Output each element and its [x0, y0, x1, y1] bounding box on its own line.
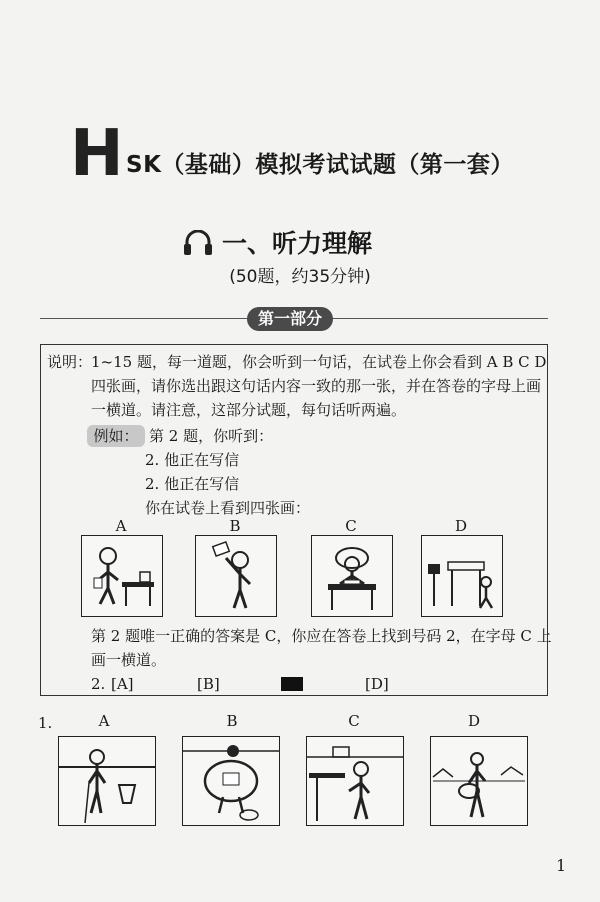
example-picture-c [311, 535, 393, 617]
example-letter-d: D [454, 517, 468, 535]
example-letter-c: C [345, 517, 357, 535]
section-title: 一、听力理解 [222, 229, 373, 258]
instructions-label: 说明： [47, 353, 93, 371]
answer-sheet-c-marked [281, 677, 303, 691]
question-picture-c [306, 736, 404, 826]
answer-sheet-d: [D] [365, 675, 389, 693]
example-tag: 例如： [87, 425, 145, 447]
instructions-line-1: 1~15 题，每一道题，你会听到一句话，在试卷上你会看到 A B C D [91, 353, 547, 371]
question-picture-b [182, 736, 280, 826]
title-initial: H [70, 117, 124, 191]
headphone-icon [182, 230, 214, 260]
example-see: 你在试卷上看到四张画： [145, 499, 311, 517]
title-text: SK（基础）模拟考试试题（第一套） [126, 152, 514, 178]
question-letter-c: C [348, 712, 360, 730]
question-letter-d: D [467, 712, 481, 730]
page-number: 1 [556, 856, 567, 875]
example-picture-a [81, 535, 163, 617]
page-title [70, 117, 540, 191]
example-picture-d [421, 535, 503, 617]
example-heard-2: 2. 他正在写信 [145, 475, 240, 493]
question-letter-a: A [98, 712, 110, 730]
example-letter-b: B [229, 517, 241, 535]
answer-sheet-number: 2. [91, 675, 106, 693]
example-heard-1: 2. 他正在写信 [145, 451, 240, 469]
answer-sheet-a: [A] [111, 675, 134, 693]
example-answer-line-2: 画一横道。 [91, 651, 167, 669]
question-letter-b: B [226, 712, 238, 730]
example-letter-a: A [115, 517, 127, 535]
answer-sheet-b: [B] [197, 675, 220, 693]
example-intro: 第 2 题，你听到： [149, 427, 274, 445]
section-subtitle: (50题，约35分钟) [229, 267, 371, 287]
part-badge: 第一部分 [247, 307, 333, 331]
question-picture-a [58, 736, 156, 826]
instructions-box [40, 344, 552, 696]
question-picture-d [430, 736, 528, 826]
example-answer-line-1: 第 2 题唯一正确的答案是 C，你应在答卷上找到号码 2，在字母 C 上 [91, 627, 552, 645]
example-picture-b [195, 535, 277, 617]
instructions-line-2: 四张画，请你选出跟这句话内容一致的那一张，并在答卷的字母上画 [91, 377, 542, 395]
instructions-line-3: 一横道。请注意，这部分试题，每句话听两遍。 [91, 401, 407, 419]
question-number: 1. [38, 714, 53, 732]
